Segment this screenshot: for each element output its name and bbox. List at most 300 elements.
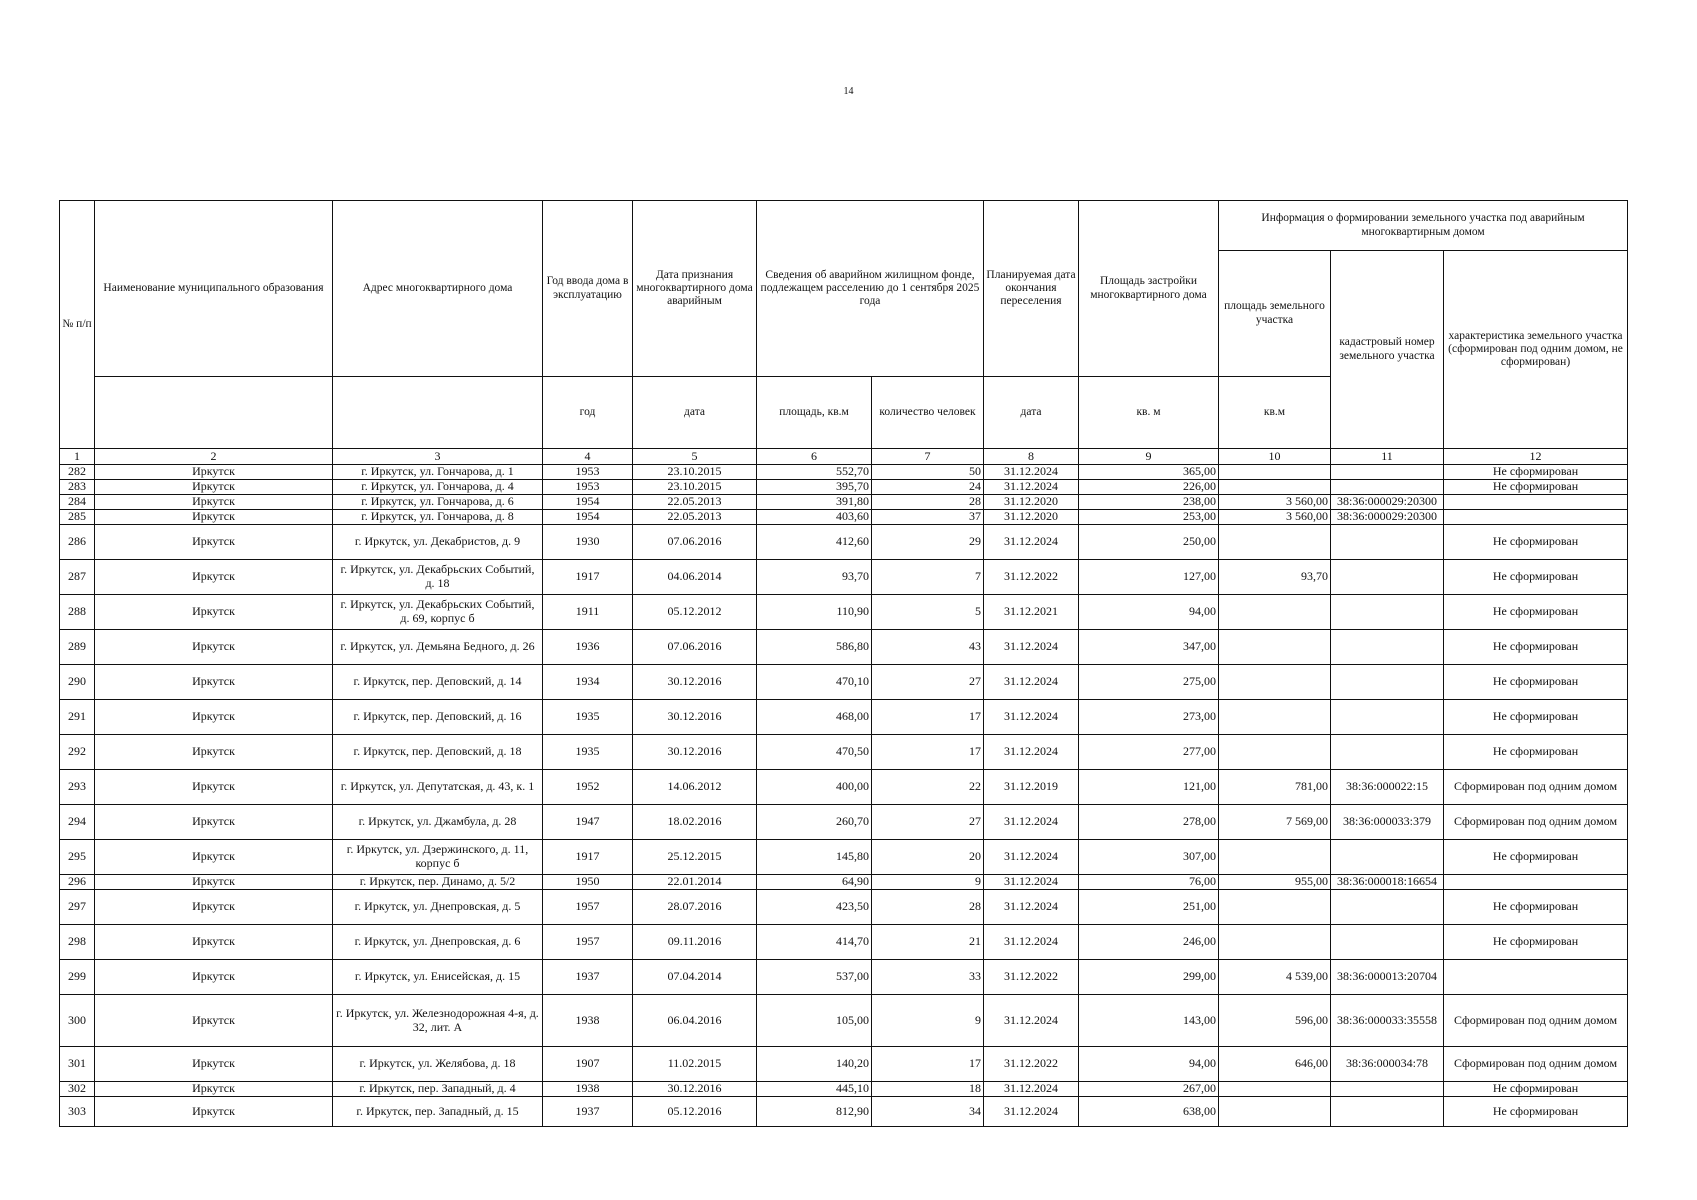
cell-emergency-date: 14.06.2012	[633, 770, 757, 805]
cell-building-area: 273,00	[1079, 700, 1219, 735]
cell-address: г. Иркутск, ул. Джамбула, д. 28	[333, 805, 543, 840]
table-row	[60, 995, 1628, 1047]
cell-end-date: 31.12.2024	[984, 1082, 1079, 1097]
cell-number: 285	[60, 510, 95, 525]
header-land-area: площадь земельного участка	[1219, 251, 1331, 377]
column-number: 5	[633, 449, 757, 465]
cell-land-status	[1444, 495, 1628, 510]
cell-cadastral-number: 38:36:000034:78	[1331, 1047, 1444, 1082]
cell-cadastral-number: 38:36:000029:20300	[1331, 495, 1444, 510]
cell-municipality: Иркутск	[95, 1082, 333, 1097]
cell-building-area: 143,00	[1079, 995, 1219, 1047]
cell-address: г. Иркутск, ул. Желябова, д. 18	[333, 1047, 543, 1082]
table-row	[60, 960, 1628, 995]
cell-land-area	[1219, 480, 1331, 495]
cell-people: 27	[872, 805, 984, 840]
cell-cadastral-number	[1331, 595, 1444, 630]
cell-end-date: 31.12.2022	[984, 1047, 1079, 1082]
cell-building-area: 253,00	[1079, 510, 1219, 525]
subheader-year: год	[543, 377, 633, 449]
cell-land-area	[1219, 595, 1331, 630]
table-row	[60, 840, 1628, 875]
cell-cadastral-number: 38:36:000013:20704	[1331, 960, 1444, 995]
cell-emergency-date: 30.12.2016	[633, 665, 757, 700]
table-row	[60, 480, 1628, 495]
cell-building-area: 250,00	[1079, 525, 1219, 560]
table-row	[60, 890, 1628, 925]
table-row	[60, 875, 1628, 890]
cell-area: 93,70	[757, 560, 872, 595]
cell-end-date: 31.12.2024	[984, 630, 1079, 665]
cell-cadastral-number	[1331, 700, 1444, 735]
cell-address: г. Иркутск, ул. Днепровская, д. 5	[333, 890, 543, 925]
cell-area: 400,00	[757, 770, 872, 805]
cell-area: 586,80	[757, 630, 872, 665]
cell-land-status: Не сформирован	[1444, 665, 1628, 700]
cell-land-area	[1219, 840, 1331, 875]
cell-number: 301	[60, 1047, 95, 1082]
cell-number: 294	[60, 805, 95, 840]
cell-area: 414,70	[757, 925, 872, 960]
cell-emergency-date: 04.06.2014	[633, 560, 757, 595]
cell-municipality: Иркутск	[95, 770, 333, 805]
cell-number: 292	[60, 735, 95, 770]
cell-year: 1937	[543, 960, 633, 995]
cell-address: г. Иркутск, ул. Енисейская, д. 15	[333, 960, 543, 995]
cell-land-area: 955,00	[1219, 875, 1331, 890]
cell-end-date: 31.12.2024	[984, 465, 1079, 480]
cell-address: г. Иркутск, ул. Декабрьских Событий, д. 69, корпус б	[333, 595, 543, 630]
cell-land-status: Сформирован под одним домом	[1444, 770, 1628, 805]
table-row	[60, 525, 1628, 560]
cell-address: г. Иркутск, ул. Гончарова, д. 4	[333, 480, 543, 495]
cell-address: г. Иркутск, пер. Динамо, д. 5/2	[333, 875, 543, 890]
table-row	[60, 630, 1628, 665]
cell-number: 303	[60, 1097, 95, 1127]
cell-municipality: Иркутск	[95, 665, 333, 700]
column-number: 11	[1331, 449, 1444, 465]
header-resettlement-info: Сведения об аварийном жилищном фонде, подлежащем расселению до 1 сентября 2025 года	[757, 201, 984, 377]
cell-land-status: Не сформирован	[1444, 1082, 1628, 1097]
cell-people: 22	[872, 770, 984, 805]
cell-land-area	[1219, 465, 1331, 480]
cell-municipality: Иркутск	[95, 1047, 333, 1082]
cell-building-area: 267,00	[1079, 1082, 1219, 1097]
cell-cadastral-number	[1331, 665, 1444, 700]
cell-emergency-date: 07.06.2016	[633, 630, 757, 665]
cell-municipality: Иркутск	[95, 1097, 333, 1127]
table-row	[60, 510, 1628, 525]
cell-municipality: Иркутск	[95, 805, 333, 840]
cell-land-status: Не сформирован	[1444, 525, 1628, 560]
cell-land-status: Не сформирован	[1444, 560, 1628, 595]
cell-municipality: Иркутск	[95, 510, 333, 525]
cell-area: 391,80	[757, 495, 872, 510]
cell-address: г. Иркутск, ул. Гончарова, д. 8	[333, 510, 543, 525]
table-row	[60, 495, 1628, 510]
cell-number: 300	[60, 995, 95, 1047]
cell-land-status: Не сформирован	[1444, 630, 1628, 665]
cell-land-area	[1219, 665, 1331, 700]
cell-year: 1917	[543, 840, 633, 875]
cell-building-area: 94,00	[1079, 1047, 1219, 1082]
cell-cadastral-number	[1331, 465, 1444, 480]
cell-building-area: 307,00	[1079, 840, 1219, 875]
cell-people: 5	[872, 595, 984, 630]
cell-area: 470,50	[757, 735, 872, 770]
table-row	[60, 465, 1628, 480]
cell-people: 17	[872, 1047, 984, 1082]
cell-cadastral-number	[1331, 925, 1444, 960]
cell-municipality: Иркутск	[95, 890, 333, 925]
column-numbers-row	[60, 449, 1628, 465]
cell-address: г. Иркутск, ул. Железнодорожная 4-я, д. 32, лит. А	[333, 995, 543, 1047]
cell-emergency-date: 06.04.2016	[633, 995, 757, 1047]
column-number: 8	[984, 449, 1079, 465]
header-emergency-date: Дата признания многоквартирного дома аварийным	[633, 201, 757, 377]
column-number: 4	[543, 449, 633, 465]
cell-area: 395,70	[757, 480, 872, 495]
cell-people: 29	[872, 525, 984, 560]
cell-building-area: 251,00	[1079, 890, 1219, 925]
cell-end-date: 31.12.2024	[984, 665, 1079, 700]
header-land-info: Информация о формировании земельного участка под аварийным многоквартирным домом	[1219, 201, 1628, 251]
cell-people: 33	[872, 960, 984, 995]
cell-year: 1953	[543, 465, 633, 480]
table-body	[60, 465, 1628, 1127]
cell-building-area: 238,00	[1079, 495, 1219, 510]
cell-end-date: 31.12.2022	[984, 960, 1079, 995]
cell-end-date: 31.12.2020	[984, 510, 1079, 525]
header-address: Адрес многоквартирного дома	[333, 201, 543, 377]
cell-address: г. Иркутск, пер. Западный, д. 4	[333, 1082, 543, 1097]
cell-building-area: 347,00	[1079, 630, 1219, 665]
column-number: 12	[1444, 449, 1628, 465]
cell-land-area	[1219, 890, 1331, 925]
cell-land-area	[1219, 1082, 1331, 1097]
cell-people: 24	[872, 480, 984, 495]
cell-area: 445,10	[757, 1082, 872, 1097]
cell-cadastral-number	[1331, 525, 1444, 560]
cell-cadastral-number: 38:36:000018:16654	[1331, 875, 1444, 890]
cell-year: 1954	[543, 495, 633, 510]
cell-end-date: 31.12.2022	[984, 560, 1079, 595]
cell-area: 552,70	[757, 465, 872, 480]
cell-end-date: 31.12.2019	[984, 770, 1079, 805]
cell-land-area	[1219, 925, 1331, 960]
cell-building-area: 638,00	[1079, 1097, 1219, 1127]
cell-address: г. Иркутск, ул. Декабрьских Событий, д. 18	[333, 560, 543, 595]
cell-people: 27	[872, 665, 984, 700]
subheader-unit-2	[95, 377, 333, 449]
cell-year: 1950	[543, 875, 633, 890]
header-cadastral-number: кадастровый номер земельного участка	[1331, 251, 1444, 449]
cell-municipality: Иркутск	[95, 465, 333, 480]
cell-land-status: Не сформирован	[1444, 465, 1628, 480]
cell-area: 403,60	[757, 510, 872, 525]
column-number: 7	[872, 449, 984, 465]
cell-address: г. Иркутск, пер. Деповский, д. 18	[333, 735, 543, 770]
cell-cadastral-number: 38:36:000033:35558	[1331, 995, 1444, 1047]
cell-cadastral-number: 38:36:000022:15	[1331, 770, 1444, 805]
header-land-status: характеристика земельного участка (сформирован под одним домом, не сформирован)	[1444, 251, 1628, 449]
cell-area: 812,90	[757, 1097, 872, 1127]
cell-cadastral-number	[1331, 890, 1444, 925]
cell-cadastral-number	[1331, 1097, 1444, 1127]
cell-emergency-date: 05.12.2012	[633, 595, 757, 630]
page-number: 14	[843, 86, 854, 97]
cell-land-status: Не сформирован	[1444, 840, 1628, 875]
cell-cadastral-number	[1331, 560, 1444, 595]
cell-emergency-date: 09.11.2016	[633, 925, 757, 960]
cell-people: 37	[872, 510, 984, 525]
cell-area: 412,60	[757, 525, 872, 560]
cell-land-status: Сформирован под одним домом	[1444, 1047, 1628, 1082]
cell-emergency-date: 25.12.2015	[633, 840, 757, 875]
cell-number: 289	[60, 630, 95, 665]
cell-emergency-date: 11.02.2015	[633, 1047, 757, 1082]
cell-people: 9	[872, 995, 984, 1047]
cell-year: 1957	[543, 925, 633, 960]
cell-emergency-date: 22.01.2014	[633, 875, 757, 890]
cell-land-area	[1219, 735, 1331, 770]
subheader-unit-3	[333, 377, 543, 449]
cell-building-area: 94,00	[1079, 595, 1219, 630]
cell-year: 1937	[543, 1097, 633, 1127]
cell-year: 1917	[543, 560, 633, 595]
cell-building-area: 278,00	[1079, 805, 1219, 840]
cell-emergency-date: 22.05.2013	[633, 510, 757, 525]
cell-area: 470,10	[757, 665, 872, 700]
table-row	[60, 665, 1628, 700]
cell-year: 1938	[543, 995, 633, 1047]
cell-emergency-date: 05.12.2016	[633, 1097, 757, 1127]
cell-people: 21	[872, 925, 984, 960]
cell-people: 43	[872, 630, 984, 665]
cell-year: 1934	[543, 665, 633, 700]
cell-address: г. Иркутск, ул. Декабристов, д. 9	[333, 525, 543, 560]
cell-emergency-date: 22.05.2013	[633, 495, 757, 510]
cell-land-area: 596,00	[1219, 995, 1331, 1047]
table-row	[60, 1082, 1628, 1097]
cell-address: г. Иркутск, пер. Западный, д. 15	[333, 1097, 543, 1127]
cell-land-area: 93,70	[1219, 560, 1331, 595]
cell-building-area: 277,00	[1079, 735, 1219, 770]
cell-number: 286	[60, 525, 95, 560]
table-row	[60, 560, 1628, 595]
cell-people: 28	[872, 495, 984, 510]
cell-emergency-date: 30.12.2016	[633, 1082, 757, 1097]
cell-address: г. Иркутск, пер. Деповский, д. 16	[333, 700, 543, 735]
cell-land-area: 7 569,00	[1219, 805, 1331, 840]
cell-number: 283	[60, 480, 95, 495]
cell-people: 7	[872, 560, 984, 595]
cell-people: 34	[872, 1097, 984, 1127]
cell-emergency-date: 18.02.2016	[633, 805, 757, 840]
cell-building-area: 275,00	[1079, 665, 1219, 700]
cell-end-date: 31.12.2021	[984, 595, 1079, 630]
cell-building-area: 299,00	[1079, 960, 1219, 995]
cell-address: г. Иркутск, ул. Демьяна Бедного, д. 26	[333, 630, 543, 665]
cell-area: 423,50	[757, 890, 872, 925]
cell-area: 145,80	[757, 840, 872, 875]
cell-emergency-date: 30.12.2016	[633, 700, 757, 735]
cell-people: 17	[872, 735, 984, 770]
cell-people: 50	[872, 465, 984, 480]
cell-municipality: Иркутск	[95, 525, 333, 560]
table-row	[60, 1047, 1628, 1082]
cell-year: 1947	[543, 805, 633, 840]
cell-municipality: Иркутск	[95, 480, 333, 495]
column-number: 2	[95, 449, 333, 465]
subheader-sqm: кв. м	[1079, 377, 1219, 449]
cell-end-date: 31.12.2024	[984, 805, 1079, 840]
emergency-housing-table	[59, 200, 1628, 1127]
header-planned-date: Планируемая дата окончания переселения	[984, 201, 1079, 377]
cell-end-date: 31.12.2024	[984, 840, 1079, 875]
cell-cadastral-number	[1331, 630, 1444, 665]
column-number: 6	[757, 449, 872, 465]
cell-land-status: Не сформирован	[1444, 735, 1628, 770]
cell-land-status: Не сформирован	[1444, 1097, 1628, 1127]
cell-year: 1952	[543, 770, 633, 805]
cell-people: 20	[872, 840, 984, 875]
cell-land-area: 3 560,00	[1219, 510, 1331, 525]
cell-number: 299	[60, 960, 95, 995]
cell-address: г. Иркутск, ул. Дзержинского, д. 11, корпус б	[333, 840, 543, 875]
cell-land-area: 4 539,00	[1219, 960, 1331, 995]
header-building-area: Площадь застройки многоквартирного дома	[1079, 201, 1219, 377]
header-municipality: Наименование муниципального образования	[95, 201, 333, 377]
cell-land-area	[1219, 525, 1331, 560]
cell-land-area	[1219, 1097, 1331, 1127]
table-row	[60, 805, 1628, 840]
cell-cadastral-number	[1331, 735, 1444, 770]
cell-number: 282	[60, 465, 95, 480]
cell-number: 295	[60, 840, 95, 875]
cell-year: 1907	[543, 1047, 633, 1082]
table-row	[60, 700, 1628, 735]
cell-area: 110,90	[757, 595, 872, 630]
table-row	[60, 925, 1628, 960]
cell-area: 260,70	[757, 805, 872, 840]
cell-land-status: Не сформирован	[1444, 925, 1628, 960]
table-row	[60, 770, 1628, 805]
cell-number: 288	[60, 595, 95, 630]
cell-year: 1954	[543, 510, 633, 525]
cell-area: 140,20	[757, 1047, 872, 1082]
cell-municipality: Иркутск	[95, 995, 333, 1047]
column-number: 9	[1079, 449, 1219, 465]
cell-land-status: Не сформирован	[1444, 480, 1628, 495]
cell-municipality: Иркутск	[95, 560, 333, 595]
cell-cadastral-number: 38:36:000029:20300	[1331, 510, 1444, 525]
cell-end-date: 31.12.2024	[984, 480, 1079, 495]
cell-municipality: Иркутск	[95, 960, 333, 995]
cell-end-date: 31.12.2024	[984, 925, 1079, 960]
column-number: 10	[1219, 449, 1331, 465]
cell-end-date: 31.12.2024	[984, 525, 1079, 560]
cell-municipality: Иркутск	[95, 595, 333, 630]
cell-land-area: 646,00	[1219, 1047, 1331, 1082]
cell-cadastral-number	[1331, 840, 1444, 875]
subheader-land-sqm: кв.м	[1219, 377, 1331, 449]
cell-cadastral-number: 38:36:000033:379	[1331, 805, 1444, 840]
table-row	[60, 1097, 1628, 1127]
cell-address: г. Иркутск, ул. Гончарова, д. 6	[333, 495, 543, 510]
cell-municipality: Иркутск	[95, 630, 333, 665]
cell-building-area: 246,00	[1079, 925, 1219, 960]
cell-address: г. Иркутск, пер. Деповский, д. 14	[333, 665, 543, 700]
cell-end-date: 31.12.2024	[984, 735, 1079, 770]
cell-emergency-date: 28.07.2016	[633, 890, 757, 925]
cell-address: г. Иркутск, ул. Депутатская, д. 43, к. 1	[333, 770, 543, 805]
cell-people: 28	[872, 890, 984, 925]
cell-area: 537,00	[757, 960, 872, 995]
cell-emergency-date: 07.06.2016	[633, 525, 757, 560]
cell-land-area	[1219, 630, 1331, 665]
column-number: 1	[60, 449, 95, 465]
cell-end-date: 31.12.2024	[984, 890, 1079, 925]
cell-area: 468,00	[757, 700, 872, 735]
cell-land-status	[1444, 960, 1628, 995]
cell-municipality: Иркутск	[95, 875, 333, 890]
cell-land-status	[1444, 510, 1628, 525]
cell-land-status: Сформирован под одним домом	[1444, 805, 1628, 840]
cell-emergency-date: 23.10.2015	[633, 480, 757, 495]
cell-building-area: 76,00	[1079, 875, 1219, 890]
cell-cadastral-number	[1331, 480, 1444, 495]
cell-number: 298	[60, 925, 95, 960]
subheader-end-date: дата	[984, 377, 1079, 449]
header-number: № п/п	[60, 201, 95, 449]
cell-year: 1938	[543, 1082, 633, 1097]
cell-year: 1911	[543, 595, 633, 630]
cell-number: 297	[60, 890, 95, 925]
cell-emergency-date: 23.10.2015	[633, 465, 757, 480]
document-sheet	[59, 200, 1628, 1127]
cell-emergency-date: 30.12.2016	[633, 735, 757, 770]
cell-land-status: Не сформирован	[1444, 700, 1628, 735]
table-row	[60, 735, 1628, 770]
cell-area: 105,00	[757, 995, 872, 1047]
subheader-people: количество человек	[872, 377, 984, 449]
cell-people: 17	[872, 700, 984, 735]
cell-land-area: 3 560,00	[1219, 495, 1331, 510]
cell-building-area: 121,00	[1079, 770, 1219, 805]
cell-cadastral-number	[1331, 1082, 1444, 1097]
cell-year: 1953	[543, 480, 633, 495]
cell-end-date: 31.12.2024	[984, 1097, 1079, 1127]
cell-emergency-date: 07.04.2014	[633, 960, 757, 995]
header-year-built: Год ввода дома в эксплуатацию	[543, 201, 633, 377]
cell-number: 293	[60, 770, 95, 805]
cell-number: 296	[60, 875, 95, 890]
cell-number: 291	[60, 700, 95, 735]
cell-number: 284	[60, 495, 95, 510]
cell-municipality: Иркутск	[95, 495, 333, 510]
cell-municipality: Иркутск	[95, 840, 333, 875]
cell-land-status	[1444, 875, 1628, 890]
cell-municipality: Иркутск	[95, 925, 333, 960]
cell-people: 18	[872, 1082, 984, 1097]
cell-land-area	[1219, 700, 1331, 735]
subheader-date: дата	[633, 377, 757, 449]
cell-number: 302	[60, 1082, 95, 1097]
cell-land-status: Сформирован под одним домом	[1444, 995, 1628, 1047]
subheader-area: площадь, кв.м	[757, 377, 872, 449]
cell-year: 1936	[543, 630, 633, 665]
